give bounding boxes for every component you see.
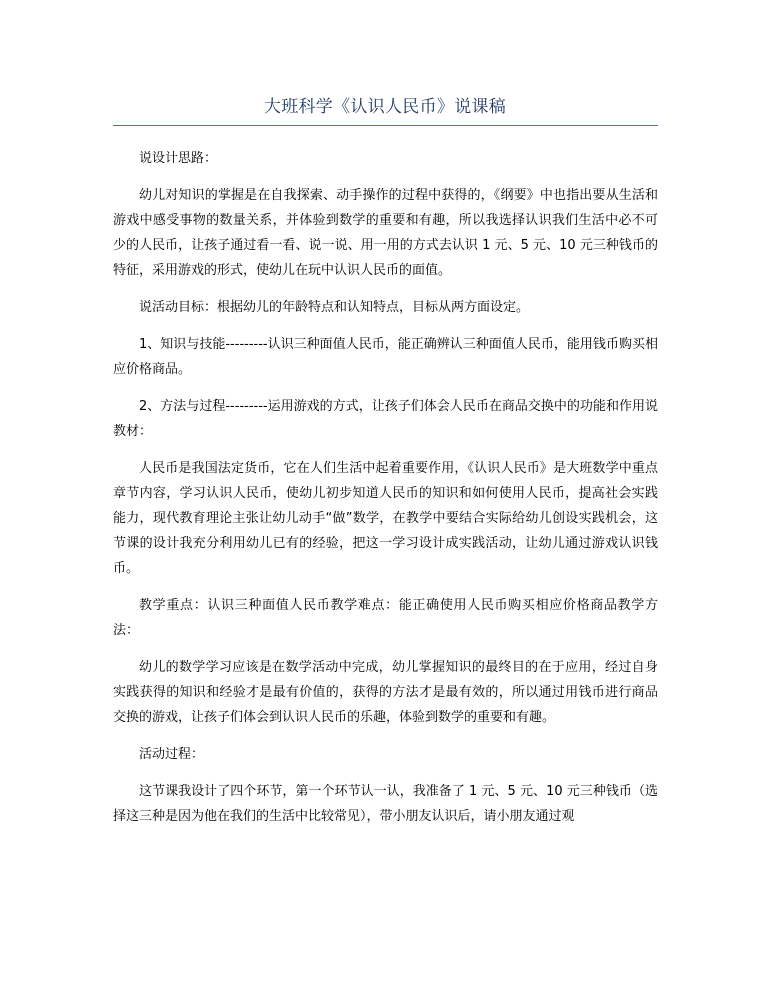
document-body: [113, 146, 658, 829]
goal-method-process: 2、方法与过程---------运用游戏的方式，让孩子们体会人民币在商品交换中的功能和作用说教材：: [113, 399, 658, 439]
heading-activity-process: 活动过程：: [139, 747, 205, 762]
heading-activity-goals: 说活动目标：根据幼儿的年龄特点和认知特点，目标从两方面设定。: [139, 300, 530, 315]
paragraph-teaching-material: 人民币是我国法定货币，它在人们生活中起着重要作用，《认识人民币》是大班数学中重点章节内容，学习认识人民币，使幼儿初步知道人民币的知识和如何使用人民币，提高社会实践能力，现代教育理论主张让幼儿动手“做”数学，在教学中要结合实际给幼儿创设实践机会，这节课的设计我充分利用幼儿已有的经验，把这一学习设计成实践活动，让幼儿通过游戏认识钱币。: [113, 461, 658, 576]
heading-design-idea: 说设计思路：: [139, 151, 218, 166]
goal-knowledge-skills: 1、知识与技能---------认识三种面值人民币，能正确辨认三种面值人民币，能用钱币购买相应价格商品。: [113, 337, 658, 377]
document-title: 大班科学《认识人民币》说课稿: [263, 97, 507, 117]
paragraph-activity-process: 这节课我设计了四个环节，第一个环节认一认，我准备了 1 元、5 元、10 元三种钱币（选择这三种是因为他在我们的生活中比较常见），带小朋友认识后，请小朋友通过观: [113, 784, 658, 824]
title-divider: [113, 125, 658, 126]
paragraph-key-points: 教学重点：认识三种面值人民币教学难点：能正确使用人民币购买相应价格商品教学方法：: [113, 598, 658, 638]
paragraph-design-idea: 幼儿对知识的掌握是在自我探索、动手操作的过程中获得的，《纲要》中也指出要从生活和游戏中感受事物的数量关系，并体验到数学的重要和有趣，所以我选择认识我们生活中必不可少的人民币，让孩子通过看一看、说一说、用一用的方式去认识 1 元、5 元、10 元三种钱币的特征，采用游戏的形式，使幼儿在玩中认识人民币的面值。: [113, 188, 658, 278]
paragraph-teaching-method: 幼儿的数学学习应该是在数学活动中完成，幼儿掌握知识的最终目的在于应用，经过自身实践获得的知识和经验才是最有价值的，获得的方法才是最有效的，所以通过用钱币进行商品交换的游戏，让孩子们体会到认识人民币的乐趣，体验到数学的重要和有趣。: [113, 660, 658, 725]
